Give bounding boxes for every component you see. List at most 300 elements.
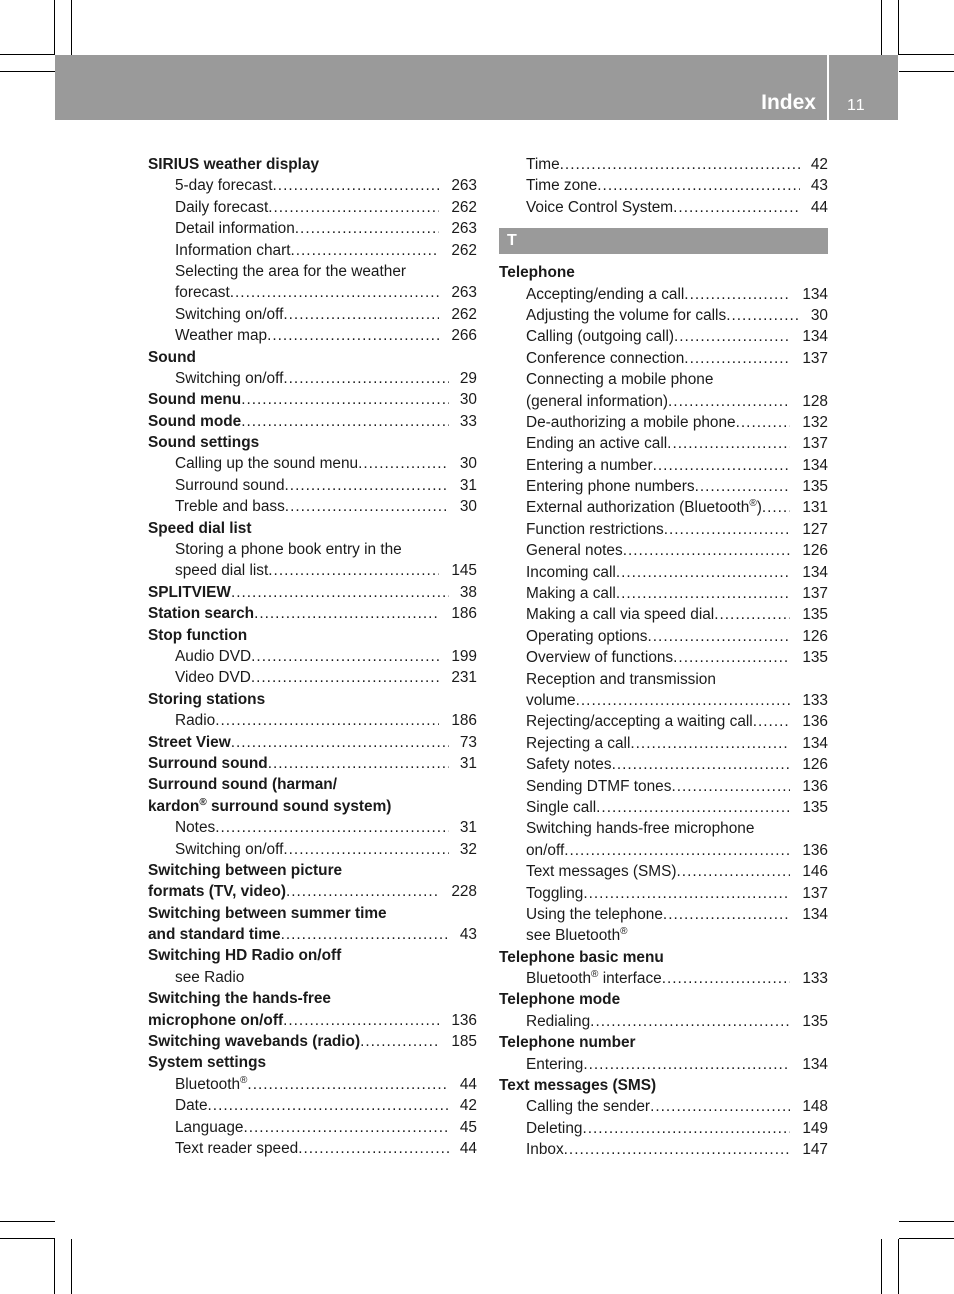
leader-dots [664,519,790,540]
leader-dots [695,476,790,497]
page-ref: 133 [802,691,828,709]
entry-text: Operating options [526,627,648,645]
entry-text: Voice Control System [526,198,674,216]
leader-dots [564,1139,790,1160]
index-subentry [499,540,828,561]
entry-text: Ending an active call [526,435,668,453]
page-ref: 231 [451,669,477,687]
entry-text: Reception and transmission [526,670,716,688]
leader-dots [667,433,790,454]
page-ref: 135 [802,1012,828,1030]
page-ref: 135 [802,649,828,667]
leader-dots [616,583,790,604]
index-subentry [148,967,477,988]
page-ref: 149 [802,1119,828,1137]
page-ref: 30 [459,455,477,473]
entry-text: Using the telephone [526,905,663,923]
page-ref: 127 [802,520,828,538]
page-ref: 32 [459,840,477,858]
entry-text: De-authorizing a mobile phone [526,413,736,431]
entry-text: Daily forecast [175,198,269,216]
page-ref: 42 [810,156,828,173]
page-ref: 134 [802,456,828,474]
page-ref: 136 [451,1011,477,1029]
leader-dots [762,497,790,518]
index-subentry [148,453,477,474]
crop-mark [899,1238,954,1239]
entry-text: Redialing [526,1012,591,1030]
index-heading [148,625,477,646]
leader-dots [597,175,800,196]
index-heading [148,603,477,624]
entry-text: Incoming call [526,563,616,581]
leader-dots [298,1138,449,1159]
index-subentry [499,925,828,946]
entry-text: Radio [175,712,216,730]
entry-text: Switching on/off [175,369,284,387]
crop-mark [881,1239,882,1294]
crop-mark [0,54,55,55]
index-heading [499,989,828,1010]
index-subentry [499,391,828,412]
leader-dots [673,197,800,218]
page-ref: 31 [459,476,477,494]
index-subentry [499,562,828,583]
index-subentry [148,667,477,688]
page-ref: 126 [802,542,828,560]
entry-text: Bluetooth® interface [526,968,662,988]
entry-text: System settings [148,1054,267,1072]
leader-dots [653,455,790,476]
page-ref: 186 [451,605,477,623]
leader-dots [668,391,790,412]
entry-text: on/off [526,841,565,859]
leader-dots [285,475,449,496]
leader-dots [671,776,790,797]
entry-text: Deleting [526,1119,583,1137]
page-ref: 31 [459,754,477,772]
index-subentry [499,647,828,668]
page-ref: 136 [802,713,828,731]
index-subentry [499,776,828,797]
page-ref: 44 [459,1075,477,1093]
page-ref: 29 [459,369,477,387]
index-subentry [148,646,477,667]
crop-mark [881,0,882,55]
entry-text: Switching the hands-free [148,990,331,1008]
index-subentry [499,284,828,305]
leader-dots [281,924,449,945]
index-subentry [499,519,828,540]
page-ref: 134 [802,1055,828,1073]
index-subentry [499,733,828,754]
leader-dots [736,412,790,433]
leader-dots [241,411,449,432]
entry-text: Switching on/off [175,305,284,323]
index-subentry [499,604,828,625]
index-heading [499,262,828,283]
leader-dots [662,968,790,989]
entry-text: Speed dial list [148,519,252,537]
index-subentry [499,818,828,839]
index-subentry [499,348,828,369]
page-ref: 43 [459,926,477,944]
page-ref: 135 [802,606,828,624]
index-heading [148,689,477,710]
crop-mark [54,1239,55,1294]
index-subentry [148,560,477,581]
entry-text: Text messages (SMS) [499,1077,657,1095]
leader-dots [674,326,790,347]
page-ref: 145 [451,562,477,580]
index-subentry [148,475,477,496]
entry-text: Sound menu [148,391,242,409]
entry-text: speed dial list [175,562,269,580]
page-ref: 30 [810,306,828,324]
entry-text: Storing stations [148,690,266,708]
entry-text: Calling up the sound menu [175,455,359,473]
index-heading [148,347,477,368]
entry-text: forecast [175,284,230,302]
index-subentry [499,476,828,497]
entry-text: Date [175,1097,208,1115]
entry-text: Station search [148,605,255,623]
index-heading [148,903,477,924]
entry-text: Function restrictions [526,520,664,538]
page-ref: 132 [802,413,828,431]
entry-text: Switching wavebands (radio) [148,1033,361,1051]
entry-text: General notes [526,542,623,560]
page-ref: 43 [810,177,828,195]
entry-text: Conference connection [526,349,685,367]
index-heading [148,881,477,902]
crop-mark [899,54,954,55]
leader-dots [254,603,439,624]
page-ref: 33 [459,412,477,430]
page-ref: 38 [459,583,477,601]
index-heading [148,988,477,1009]
index-subentry [499,412,828,433]
index-column-left [148,154,477,1159]
leader-dots [726,305,800,326]
leader-dots [753,711,790,732]
page-ref: 44 [459,1139,477,1157]
index-heading [499,947,828,968]
crop-mark [898,0,899,55]
entry-text: Bluetooth® [175,1074,248,1093]
entry-text: see Bluetooth® [526,926,628,945]
index-subentry [148,1095,477,1116]
entry-text: Surround sound (harman/ [148,776,337,794]
index-subentry [148,368,477,389]
entry-text: Surround sound [175,476,285,494]
entry-text: volume [526,691,576,709]
index-subentry [499,797,828,818]
entry-text: Making a call via speed dial [526,606,715,624]
leader-dots [215,817,449,838]
entry-text: Language [175,1118,244,1136]
leader-dots [590,1011,790,1032]
index-subentry [499,1139,828,1160]
index-subentry [499,861,828,882]
leader-dots [268,197,439,218]
index-subentry [499,1011,828,1032]
leader-dots [576,690,790,711]
leader-dots [648,626,791,647]
entry-text: Treble and bass [175,498,285,516]
index-subentry [148,1138,477,1159]
leader-dots [583,1054,790,1075]
entry-text: Overview of functions [526,649,674,667]
entry-text: Notes [175,819,216,837]
leader-dots [596,797,790,818]
entry-text: Stop function [148,626,248,644]
page-ref: 134 [802,285,828,303]
entry-text: Accepting/ending a call [526,285,685,303]
page-ref: 133 [802,970,828,988]
index-heading [499,1075,828,1096]
index-subentry [499,754,828,775]
leader-dots [231,732,449,753]
leader-dots [582,1118,790,1139]
index-subentry [148,817,477,838]
index-subentry [499,883,828,904]
leader-dots [295,218,439,239]
leader-dots [616,562,790,583]
page-ref: 42 [459,1097,477,1115]
index-subentry [499,669,828,690]
leader-dots [663,904,790,925]
page-ref: 128 [802,392,828,410]
entry-text: Sound [148,348,196,366]
entry-text: (general information) [526,392,669,410]
page-ref: 263 [451,177,477,195]
index-subentry [499,326,828,347]
entry-text: Time [526,156,560,173]
entry-text: Telephone mode [499,991,621,1009]
entry-text: Switching on/off [175,840,284,858]
entry-text: see Radio [175,968,245,986]
crop-mark [0,71,55,72]
entry-text: Switching hands-free microphone [526,820,755,838]
index-subentry [148,1074,477,1095]
page-ref: 135 [802,798,828,816]
leader-dots [268,560,439,581]
entry-text: 5-day forecast [175,177,273,195]
leader-dots [358,453,449,474]
index-heading [148,518,477,539]
index-subentry [499,1054,828,1075]
page-ref: 137 [802,349,828,367]
index-heading [148,945,477,966]
index-heading [148,432,477,453]
entry-text: Calling (outgoing call) [526,328,674,346]
entry-text: Sending DTMF tones [526,777,672,795]
page-ref: 136 [802,841,828,859]
page-ref: 134 [802,734,828,752]
crop-mark [0,1221,55,1222]
index-column-right [499,154,828,1161]
index-subentry [499,433,828,454]
entry-text: SIRIUS weather display [148,156,320,173]
leader-dots [267,325,439,346]
index-subentry [499,497,828,518]
index-subentry [499,1118,828,1139]
entry-text: Weather map [175,327,268,345]
entry-text: Storing a phone book entry in the [175,541,402,559]
entry-text: Safety notes [526,756,612,774]
index-heading [148,389,477,410]
leader-dots [285,496,449,517]
leader-dots [283,839,449,860]
leader-dots [612,754,790,775]
page-ref: 147 [802,1141,828,1159]
index-subentry [148,325,477,346]
index-subentry [499,840,828,861]
entry-text: Street View [148,733,231,751]
page-ref: 134 [802,563,828,581]
crop-mark [71,1239,72,1294]
page-ref: 263 [451,284,477,302]
index-subentry [148,839,477,860]
index-heading [148,1010,477,1031]
index-subentry [499,626,828,647]
index-subentry [499,197,828,218]
index-heading [148,796,477,817]
leader-dots [231,582,449,603]
crop-mark [899,71,954,72]
index-heading [148,924,477,945]
index-subentry [148,304,477,325]
index-subentry [499,1096,828,1117]
leader-dots [623,540,790,561]
entry-text: Sound mode [148,412,242,430]
leader-dots [560,154,800,175]
page-ref: 146 [802,863,828,881]
page-title: Index [761,91,816,114]
page-ref: 44 [810,198,828,216]
index-heading [148,1031,477,1052]
page-ref: 262 [451,198,477,216]
index-subentry [499,904,828,925]
leader-dots [684,348,790,369]
index-subentry [499,711,828,732]
leader-dots [208,1095,449,1116]
entry-text: Switching between summer time [148,904,387,922]
leader-dots [714,604,790,625]
entry-text: Telephone [499,264,575,282]
entry-text: Information chart [175,241,291,259]
entry-text: Switching between picture [148,861,343,879]
entry-text: Detail information [175,220,295,238]
entry-text: formats (TV, video) [148,883,286,901]
page-ref: 148 [802,1098,828,1116]
page-ref: 30 [459,391,477,409]
index-subentry [148,1117,477,1138]
index-subentry [499,369,828,390]
index-subentry [499,690,828,711]
crop-mark [0,1238,55,1239]
page-ref: 135 [802,478,828,496]
leader-dots [251,667,439,688]
section-letter-header: T [499,228,828,254]
leader-dots [583,883,790,904]
entry-text: Time zone [526,177,598,195]
page-ref: 31 [459,819,477,837]
leader-dots [286,881,439,902]
page-ref: 131 [802,499,828,517]
index-subentry [148,710,477,731]
leader-dots [684,284,790,305]
leader-dots [290,240,439,261]
entry-text: Selecting the area for the weather [175,262,407,280]
page-ref: 137 [802,884,828,902]
entry-text: Surround sound [148,754,268,772]
leader-dots [273,175,439,196]
page-ref: 186 [451,712,477,730]
entry-text: Entering [526,1055,584,1073]
entry-text: Adjusting the volume for calls [526,306,727,324]
index-subentry [499,305,828,326]
leader-dots [650,1096,790,1117]
page-ref: 262 [451,241,477,259]
index-heading [148,1052,477,1073]
page-ref: 199 [451,647,477,665]
leader-dots [241,389,449,410]
index-heading [148,732,477,753]
page-ref: 263 [451,220,477,238]
entry-text: SPLITVIEW [148,583,231,601]
page-ref: 185 [451,1033,477,1051]
page-ref: 126 [802,627,828,645]
entry-text: Rejecting/accepting a waiting call [526,713,753,731]
index-subentry [148,282,477,303]
index-subentry [499,583,828,604]
crop-mark [898,1239,899,1294]
index-subentry [148,496,477,517]
page-number: 11 [847,97,866,114]
page-ref: 262 [451,305,477,323]
leader-dots [268,753,449,774]
entry-text: Telephone basic menu [499,948,664,966]
page-ref: 45 [459,1118,477,1136]
entry-text: Toggling [526,884,584,902]
index-heading [499,1032,828,1053]
page-ref: 134 [802,328,828,346]
entry-text: and standard time [148,926,281,944]
crop-mark [899,1221,954,1222]
leader-dots [673,647,790,668]
entry-text: Rejecting a call [526,734,631,752]
crop-mark [54,0,55,55]
entry-text: microphone on/off [148,1011,284,1029]
entry-text: Making a call [526,585,616,603]
entry-text: Entering a number [526,456,653,474]
entry-text: Sound settings [148,434,260,452]
leader-dots [251,646,439,667]
leader-dots [215,710,439,731]
page-ref: 266 [451,327,477,345]
entry-text: Switching HD Radio on/off [148,947,342,965]
leader-dots [243,1117,449,1138]
leader-dots [283,304,439,325]
index-subentry [148,197,477,218]
entry-text: Connecting a mobile phone [526,371,714,389]
index-heading [148,774,477,795]
index-heading [148,860,477,881]
index-heading [148,411,477,432]
page-ref: 126 [802,756,828,774]
